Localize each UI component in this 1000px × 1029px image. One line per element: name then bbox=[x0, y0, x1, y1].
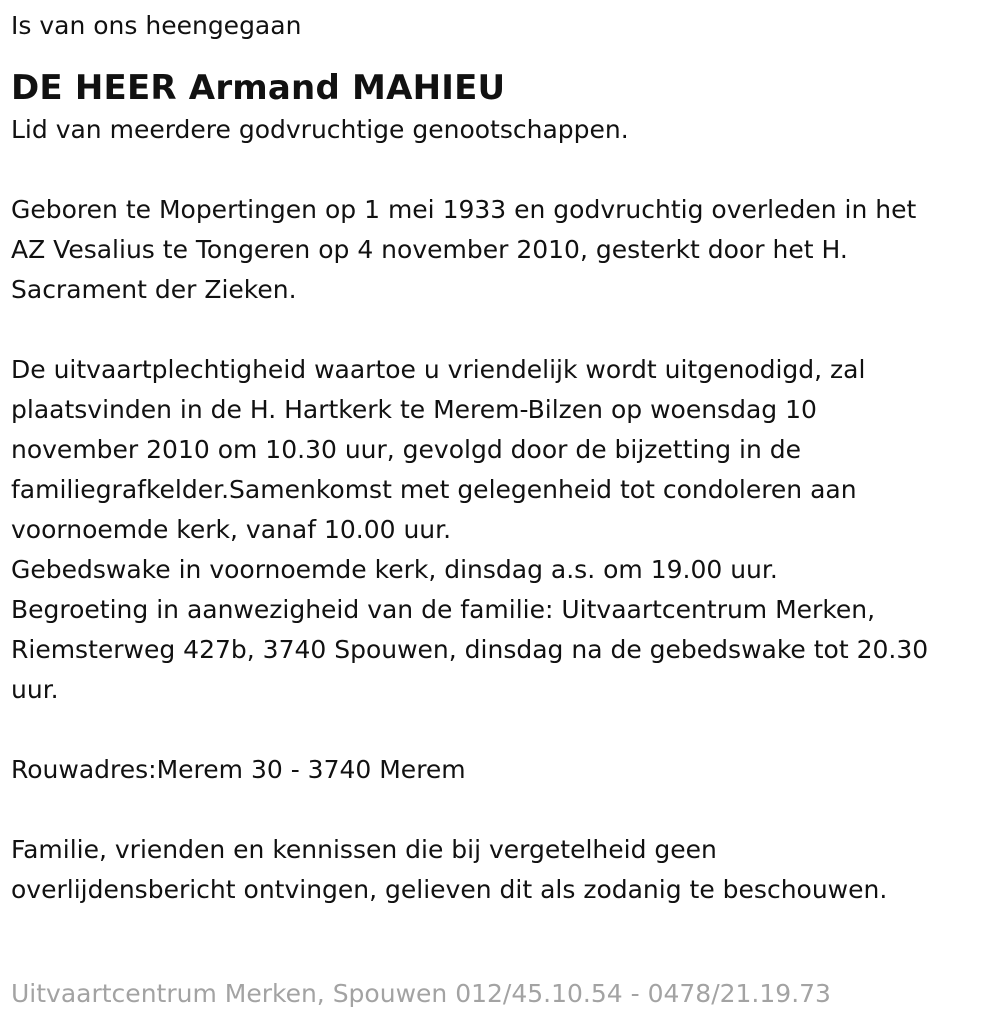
spacer bbox=[11, 150, 988, 190]
funeral-home-footer: Uitvaartcentrum Merken, Spouwen 012/45.10.54 - 0478/21.19.73 bbox=[11, 979, 831, 1008]
funeral-line: plaatsvinden in de H. Hartkerk te Merem-Bilzen op woensdag 10 bbox=[11, 395, 817, 424]
membership-text: Lid van meerdere godvruchtige genootschappen. bbox=[11, 115, 629, 144]
funeral-line: Riemsterweg 427b, 3740 Spouwen, dinsdag na de gebedswake tot 20.30 bbox=[11, 635, 929, 664]
funeral-line: uur. bbox=[11, 675, 59, 704]
spacer bbox=[11, 790, 988, 830]
funeral-line: voornoemde kerk, vanaf 10.00 uur. bbox=[11, 515, 452, 544]
spacer bbox=[11, 710, 988, 750]
birth-death-paragraph bbox=[11, 190, 988, 310]
birth-death-line: AZ Vesalius te Tongeren op 4 november 2010, gesterkt door het H. bbox=[11, 235, 848, 264]
deceased-name: DE HEER Armand MAHIEU bbox=[11, 68, 506, 108]
closing-line: overlijdensbericht ontvingen, gelieven dit als zodanig te beschouwen. bbox=[11, 875, 888, 904]
spacer bbox=[11, 310, 988, 350]
mourning-address: Rouwadres:Merem 30 - 3740 Merem bbox=[11, 755, 466, 784]
funeral-line: november 2010 om 10.30 uur, gevolgd door de bijzetting in de bbox=[11, 435, 802, 464]
funeral-line: Gebedswake in voornoemde kerk, dinsdag a.s. om 19.00 uur. bbox=[11, 555, 778, 584]
funeral-line: familiegrafkelder.Samenkomst met gelegenheid tot condoleren aan bbox=[11, 475, 857, 504]
intro-text: Is van ons heengegaan bbox=[11, 11, 302, 40]
funeral-line: De uitvaartplechtigheid waartoe u vriendelijk wordt uitgenodigd, zal bbox=[11, 355, 866, 384]
birth-death-line: Geboren te Mopertingen op 1 mei 1933 en godvruchtig overleden in het bbox=[11, 195, 917, 224]
funeral-line: Begroeting in aanwezigheid van de familie: Uitvaartcentrum Merken, bbox=[11, 595, 876, 624]
funeral-paragraph bbox=[11, 350, 988, 710]
closing-paragraph bbox=[11, 830, 988, 910]
closing-line: Familie, vrienden en kennissen die bij vergetelheid geen bbox=[11, 835, 717, 864]
birth-death-line: Sacrament der Zieken. bbox=[11, 275, 297, 304]
